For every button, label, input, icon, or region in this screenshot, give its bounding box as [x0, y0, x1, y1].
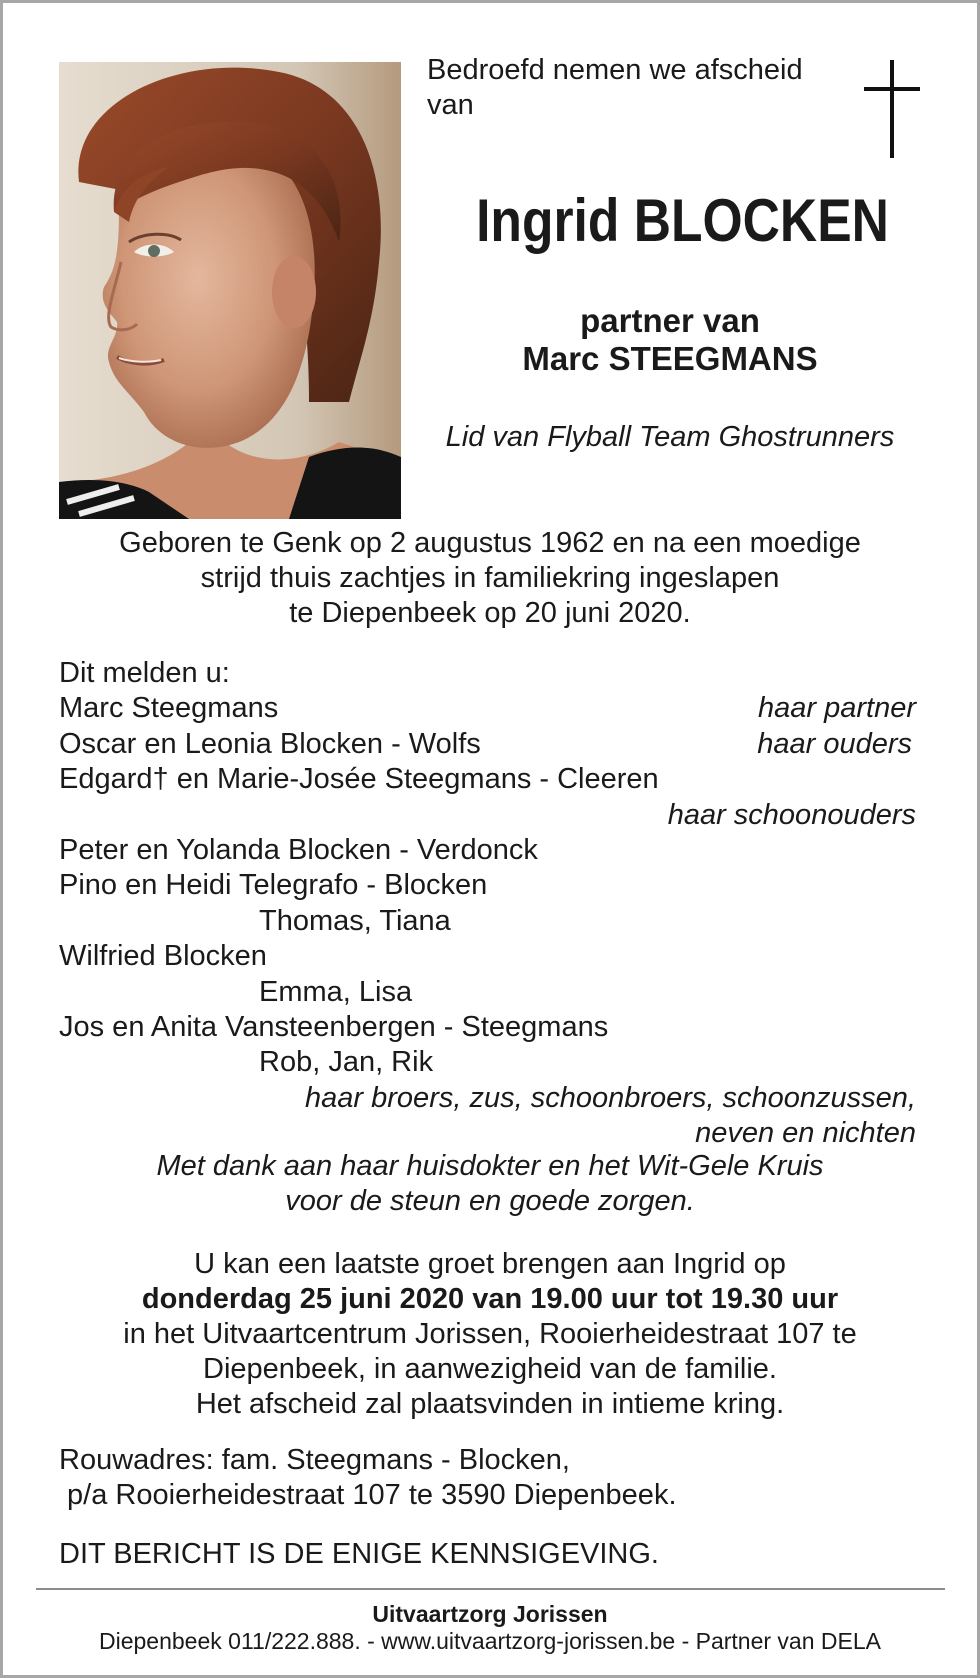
announcer-sibling-2-children: Thomas, Tiana: [259, 904, 451, 937]
visit-line-4: Diepenbeek, in aanwezigheid van de familie.: [203, 1353, 777, 1385]
address-line-2: p/a Rooierheidestraat 107 te 3590 Diepenbeek.: [59, 1479, 677, 1511]
announcer-row-parents: [59, 727, 916, 762]
born-line-2: strijd thuis zachtjes in familiekring ingeslapen: [200, 562, 780, 594]
partner-line-2: Marc STEEGMANS: [522, 340, 818, 377]
siblings-relation-line-2: neven en nichten: [695, 1117, 916, 1150]
born-line-3: te Diepenbeek op 20 juni 2020.: [289, 597, 691, 629]
visit-date-time: donderdag 25 juni 2020 van 19.00 uur tot 19.30 uur: [141, 1283, 839, 1315]
intro-text: [427, 53, 857, 123]
birth-death-text: [0, 526, 980, 631]
mourning-address: [59, 1443, 859, 1513]
partner-line-1: partner van: [580, 302, 760, 339]
latin-cross-icon: [864, 60, 920, 158]
announcer-partner-name: Marc Steegmans: [59, 692, 279, 725]
announcer-parents-name: Oscar en Leonia Blocken - Wolfs: [59, 727, 481, 760]
notice-text: DIT BERICHT IS DE ENIGE KENNSIGEVING.: [59, 1538, 659, 1570]
thanks-line-2: voor de steun en goede zorgen.: [285, 1185, 695, 1217]
portrait-photo: [59, 62, 401, 519]
announcer-sibling-3-children: Emma, Lisa: [259, 975, 413, 1008]
deceased-name: Ingrid BLOCKEN: [476, 187, 889, 254]
visitation-text: [0, 1247, 980, 1422]
announcer-sibling-3: Wilfried Blocken: [59, 940, 267, 973]
footer-divider: [36, 1588, 945, 1590]
visit-line-5: Het afscheid zal plaatsvinden in intieme kring.: [195, 1388, 785, 1420]
announcer-partner-relation: haar partner: [758, 692, 916, 725]
visit-line-3: in het Uitvaartcentrum Jorissen, Rooierheidestraat 107 te: [123, 1318, 857, 1350]
thanks-line-1: Met dank aan haar huisdokter en het Wit-Gele Kruis: [156, 1150, 824, 1182]
partner-block: [430, 302, 910, 378]
footer-info: Diepenbeek 011/222.888. - www.uitvaartzorg-jorissen.be - Partner van DELA: [99, 1628, 881, 1654]
address-line-1: Rouwadres: fam. Steegmans - Blocken,: [59, 1444, 570, 1476]
announcer-inlaws-relation: haar schoonouders: [667, 798, 916, 831]
intro-line-2: van: [427, 89, 474, 121]
announcer-sibling-4: Jos en Anita Vansteenbergen - Steegmans: [59, 1010, 609, 1043]
portrait-image: [59, 62, 401, 519]
announcers-list: [59, 656, 916, 1151]
footer-company: Uitvaartzorg Jorissen: [372, 1601, 608, 1627]
announcer-row-partner: [59, 691, 916, 726]
thanks-text: [0, 1149, 980, 1219]
siblings-relation-line-1: haar broers, zus, schoonbroers, schoonzussen,: [305, 1081, 916, 1114]
intro-line-1: Bedroefd nemen we afscheid: [427, 54, 803, 86]
announcer-row-inlaws: Edgard† en Marie-Josée Steegmans - Cleeren: [59, 763, 659, 796]
announcer-sibling-2: Pino en Heidi Telegrafo - Blocken: [59, 869, 488, 902]
announcer-sibling-1: Peter en Yolanda Blocken - Verdonck: [59, 833, 538, 866]
announcer-sibling-4-children: Rob, Jan, Rik: [259, 1046, 434, 1079]
born-line-1: Geboren te Genk op 2 augustus 1962 en na een moedige: [119, 527, 861, 559]
membership-text: Lid van Flyball Team Ghostrunners: [445, 421, 895, 453]
announcers-heading: Dit melden u:: [59, 657, 230, 689]
visit-line-1: U kan een laatste groet brengen aan Ingrid op: [194, 1248, 786, 1280]
announcer-parents-relation: haar ouders: [757, 727, 912, 760]
